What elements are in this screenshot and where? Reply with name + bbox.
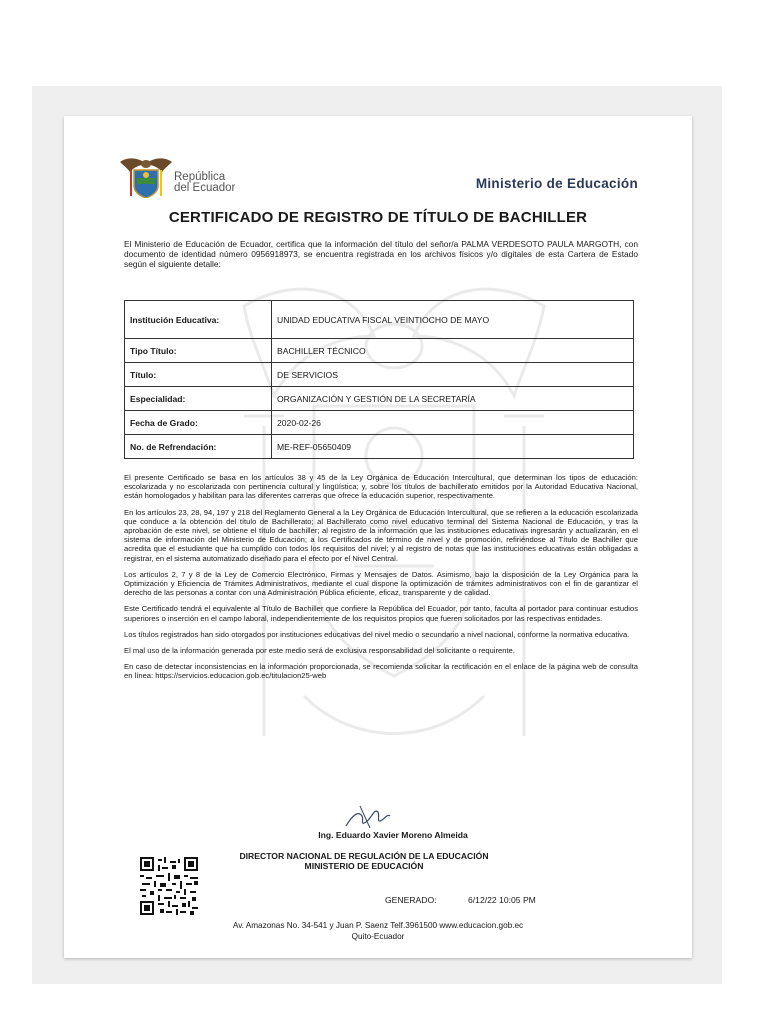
page-title: CERTIFICADO DE REGISTRO DE TÍTULO DE BACHILLER — [168, 209, 588, 226]
signer-role — [214, 851, 514, 871]
row-value: UNIDAD EDUCATIVA FISCAL VEINTIOCHO DE MAYO — [272, 301, 634, 339]
legal-paragraph: En los artículos 23, 28, 94, 197 y 218 del Reglamento General a la Ley Orgánica de Educación Intercultural, que se refieren a la educación escolarizada que conduce a la obtención del título de Bachillerato; al Bachillerato como nivel educativo terminal del Sistema Nacional de Educación, y tras la aprobación de este nivel, se obtiene el título de bachiller; al registro de la información que las instituciones educativas ingresarán y actualizarán, en el sistema de información del Ministerio de Educación; a los Certificados de término de nivel y de promoción, refiriéndose al Título de Bachiller que acredita que el estudiante que ha cumplido con todos los requisitos del nivel; y al registro de notas que las instituciones educativas están obligadas a registrar, en el sistema automatizado diseñado para el efecto por el Nivel Central. — [124, 507, 638, 563]
row-label: Título: — [125, 363, 272, 387]
signer-role-line-1: DIRECTOR NACIONAL DE REGULACIÓN DE LA EDUCACIÓN — [239, 851, 489, 861]
legal-paragraph: Los títulos registrados han sido otorgados por instituciones educativas del nivel medio o secundario a nivel nacional, conforme la normativa educativa. — [124, 629, 630, 639]
legal-paragraph: El mal uso de la información generada por este medio será de exclusiva responsabilidad del solicitante o requirente. — [124, 646, 515, 656]
legal-text — [124, 473, 638, 688]
signer-name: Ing. Eduardo Xavier Moreno Almeida — [318, 830, 468, 840]
signature-icon — [342, 802, 394, 832]
generated-label: GENERADO: — [385, 895, 437, 905]
logo-line-1: República — [174, 171, 226, 183]
table-row — [125, 435, 634, 459]
row-value: 2020-02-26 — [272, 411, 634, 435]
qr-code-icon — [139, 857, 199, 915]
row-value: DE SERVICIOS — [272, 363, 634, 387]
table-row — [125, 339, 634, 363]
logo-line-2: del Ecuador — [174, 182, 236, 194]
table-row — [125, 301, 634, 339]
row-label: Institución Educativa: — [125, 301, 272, 339]
row-label: Fecha de Grado: — [125, 411, 272, 435]
legal-paragraph: El presente Certificado se basa en los artículos 38 y 45 de la Ley Orgánica de Educación Intercultural, que determinan los tipos de educación: escolarizada y no escolarizada con pertinencia cultural y lingüística; y, sobre los títulos de bachillerato emitidos por la Autoridad Educativa Nacional, están homologados y habilitan para las diferentes carreras que ofrece la educación superior, respectivamente. — [124, 473, 638, 501]
certificate-sheet — [64, 116, 692, 958]
row-value: BACHILLER TÉCNICO — [272, 339, 634, 363]
generated-value: 6/12/22 10:05 PM — [468, 895, 536, 905]
logo-text — [114, 172, 235, 194]
legal-paragraph: Este Certificado tendrá el equivalente al Título de Bachiller que confiere la República del Ecuador, por tanto, faculta al portador para continuar estudios superiores o inserción en el campo laboral, independientemente de los requisitos propios que fueren solicitados por las respectivas entidades. — [124, 604, 638, 623]
row-label: Especialidad: — [125, 387, 272, 411]
intro-paragraph: El Ministerio de Educación de Ecuador, certifica que la información del título del señor/a PALMA VERDESOTO PAULA MARGOTH, con documento de identidad número 0956918973, se encuentra registrada en los archivos físicos y/o digitales de esta Cartera de Estado según el siguiente detalle: — [124, 239, 638, 269]
legal-paragraph: Los artículos 2, 7 y 8 de la Ley de Comercio Electrónico, Firmas y Mensajes de Datos. Asimismo, bajo la disposición de la Ley Orgánica para la Optimización y Eficiencia de Trámites Administrativos, mediante el cual dispone la optimización de trámites administrativos con el fin de garantizar el derecho de las personas a contar con una Administración Pública eficiente, eficaz, transparente y de calidad. — [124, 569, 638, 598]
table-row — [125, 387, 634, 411]
signer-role-line-2: MINISTERIO DE EDUCACIÓN — [304, 861, 424, 871]
legal-paragraph: En caso de detectar inconsistencias en la información proporcionada, se recomienda solicitar la rectificación en el enlace de la página web de consulta en línea: https://servicios.educacion.gob.ec/titulacion25-web — [124, 662, 638, 681]
certificate-details-table — [124, 300, 634, 459]
footer-line-1: Av. Amazonas No. 34-541 y Juan P. Saenz Telf.3961500 www.educacion.gob.ec — [232, 921, 524, 930]
table-row — [125, 363, 634, 387]
row-label: Tipo Título: — [125, 339, 272, 363]
ministry-name: Ministerio de Educación — [475, 176, 638, 191]
row-value: ME-REF-05650409 — [272, 435, 634, 459]
table-row — [125, 411, 634, 435]
footer-line-2: Quito-Ecuador — [351, 932, 405, 941]
row-value: ORGANIZACIÓN Y GESTIÓN DE LA SECRETARÍA — [272, 387, 634, 411]
row-label: No. de Refrendación: — [125, 435, 272, 459]
footer-address — [64, 920, 692, 942]
